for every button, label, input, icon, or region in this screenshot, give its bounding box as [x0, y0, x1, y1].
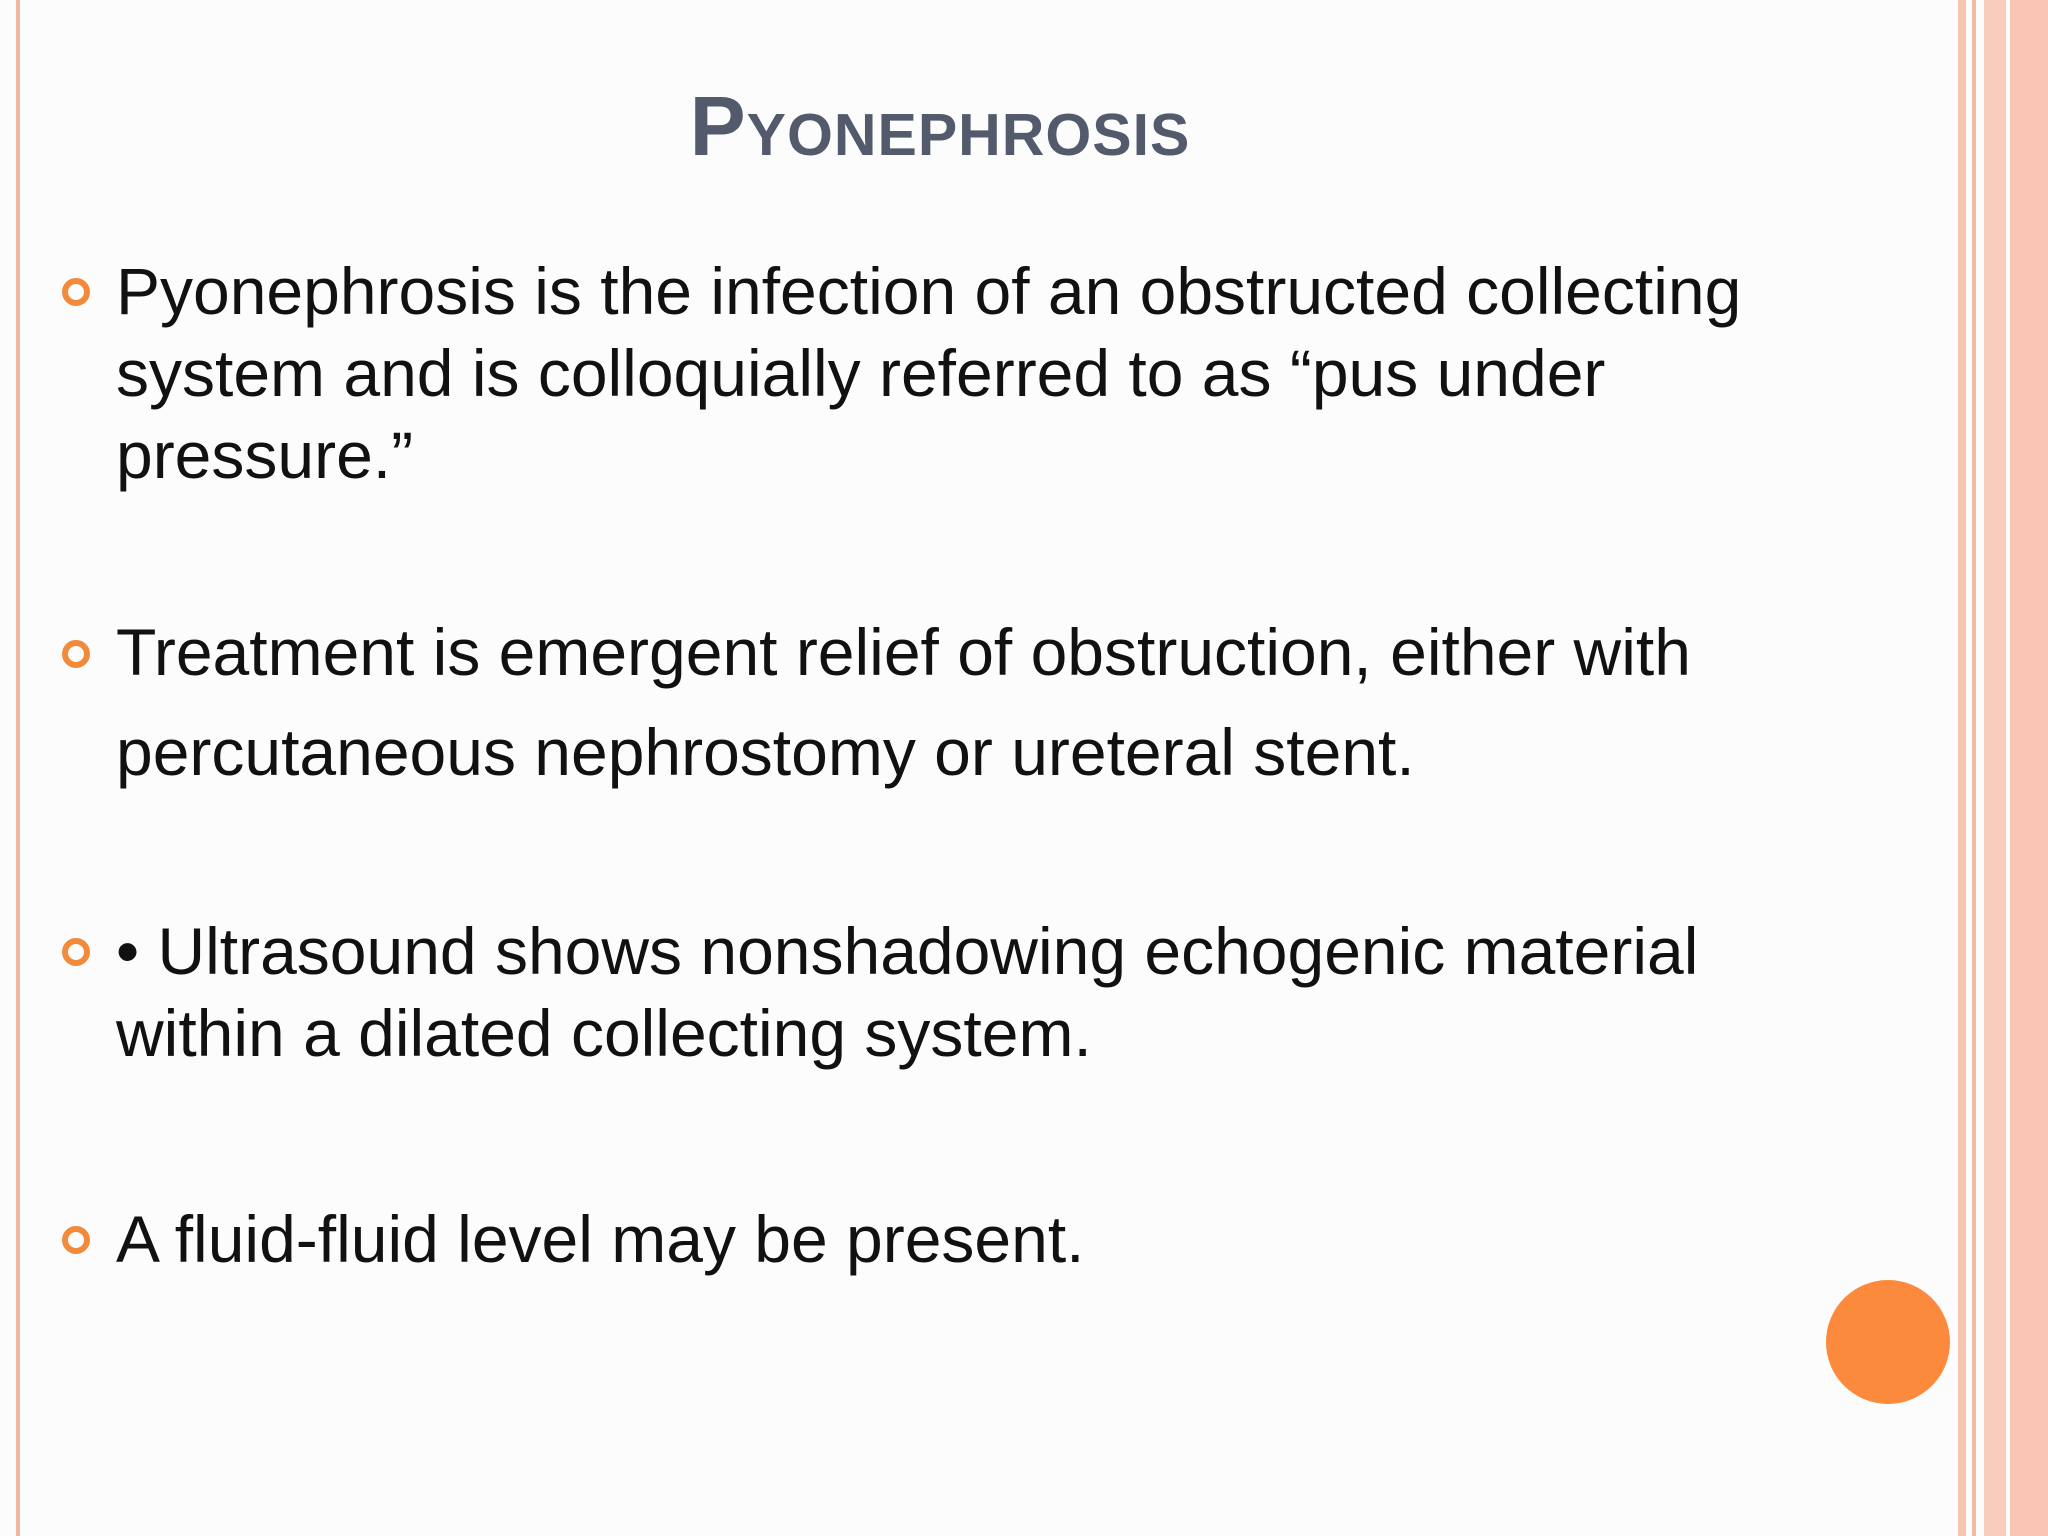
slide-title: Pyonephrosis: [689, 79, 1191, 173]
right-border-stripe: [1958, 0, 1966, 1536]
bullet-text: Pyonephrosis is the infection of an obstructed collecting system and is colloquially referred to as “pus under pressure.”: [116, 254, 1742, 492]
right-border-stripe: [2010, 0, 2048, 1536]
right-border-stripe: [1972, 0, 1976, 1536]
hollow-circle-bullet-icon: [62, 640, 90, 668]
hollow-circle-bullet-icon: [62, 1226, 90, 1254]
bullet-text: • Ultrasound shows nonshadowing echogenic material within a dilated collecting system.: [116, 914, 1699, 1070]
bullet-text: Treatment is emergent relief of obstruction, either with percutaneous nephrostomy or ureteral stent.: [116, 615, 1691, 789]
bullet-text: A fluid-fluid level may be present.: [116, 1202, 1085, 1276]
right-border-stripe: [1984, 0, 2006, 1536]
hollow-circle-bullet-icon: [62, 278, 90, 306]
hollow-circle-bullet-icon: [62, 938, 90, 966]
left-border-line: [16, 0, 20, 1536]
orange-circle-decoration: [1826, 1280, 1950, 1404]
